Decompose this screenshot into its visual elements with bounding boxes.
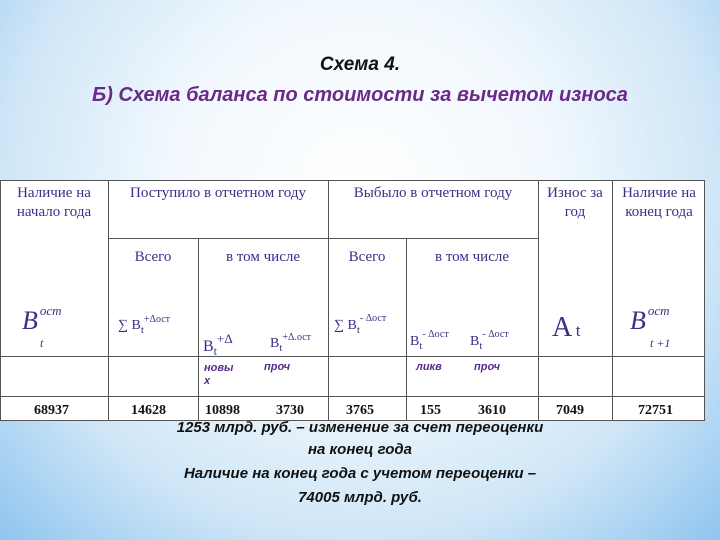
grid-line xyxy=(538,180,539,421)
header-disposed: Выбыло в отчетном году xyxy=(353,185,513,201)
formula-disposed-liquidated: $B_t^{- \Delta ост}$ xyxy=(410,329,449,352)
header-including-received: в том числе xyxy=(225,249,301,265)
formula-disposed-other: $B_t^{- \Delta ост}$ xyxy=(470,329,509,352)
value-depreciation: 7049 xyxy=(556,403,584,418)
scheme-title: Схема 4. xyxy=(319,54,401,75)
note-end-total-value: 74005 млрд. руб. xyxy=(298,489,422,506)
grid-line xyxy=(108,180,109,421)
value-start: 68937 xyxy=(34,403,69,418)
header-end: Наличие на конец года xyxy=(622,185,696,220)
header-total-received: Всего xyxy=(134,249,172,265)
grid-line xyxy=(0,356,705,357)
grid-line xyxy=(108,238,538,239)
value-received-other: 3730 xyxy=(276,403,304,418)
subcol-liquidated: ликв xyxy=(416,361,442,373)
scheme-subtitle: Б) Схема баланса по стоимости за вычетом износа xyxy=(92,84,628,106)
grid-line xyxy=(612,180,613,421)
subcol-other-disposed: проч xyxy=(474,361,501,373)
grid-line xyxy=(0,396,705,397)
note-end-total: Наличие на конец года с учетом переоценки – xyxy=(183,465,537,482)
formula-received-total: ∑ $B_t^{+\Delta ост}$ xyxy=(118,314,171,336)
formula-disposed-total: ∑ $B_t^{- \Delta ост}$ xyxy=(334,313,387,336)
header-received: Поступило в отчетном году xyxy=(130,185,306,201)
value-disposed-total: 3765 xyxy=(346,403,374,418)
formula-received-other: $B_t^{+\Delta.ост}$ xyxy=(270,332,312,354)
formula-end: Bост t +1 xyxy=(630,303,671,350)
note-revaluation-cont: на конец года xyxy=(307,441,412,458)
subcol-new: новы х xyxy=(204,362,234,387)
formula-depreciation: A t xyxy=(552,312,581,343)
value-received-new: 10898 xyxy=(205,403,240,418)
grid-line xyxy=(328,180,329,421)
header-total-disposed: Всего xyxy=(348,249,386,265)
grid-line xyxy=(198,238,199,421)
header-including-disposed: в том числе xyxy=(434,249,510,265)
formula-start: Bост t xyxy=(22,303,62,350)
value-disposed-other: 3610 xyxy=(478,403,506,418)
grid-line xyxy=(406,238,407,421)
header-start: Наличие на начало года xyxy=(16,185,92,220)
note-revaluation: 1253 млрд. руб. – изменение за счет переоценки xyxy=(176,419,544,436)
value-end: 72751 xyxy=(638,403,673,418)
header-depreciation: Износ за год xyxy=(547,185,603,220)
value-received-total: 14628 xyxy=(131,403,166,418)
formula-received-new: Bt+Δ xyxy=(203,331,233,358)
value-disposed-liquidated: 155 xyxy=(420,403,441,418)
subcol-other-received: проч xyxy=(264,361,291,373)
